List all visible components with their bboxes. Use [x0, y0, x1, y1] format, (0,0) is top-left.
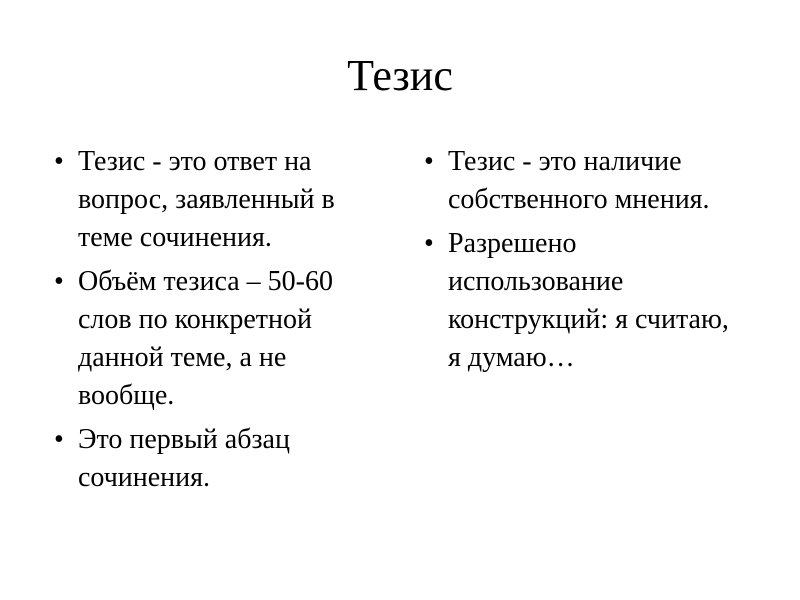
list-item: [48, 143, 378, 257]
list-item: [418, 225, 748, 377]
list-item-text: Разрешено использование конструкций: я считаю, я думаю…: [448, 228, 729, 373]
slide-title: Тезис: [347, 51, 453, 100]
bullet-icon: •: [54, 266, 64, 297]
right-bullet-list: [418, 143, 748, 377]
right-column: [418, 143, 748, 383]
list-item: [418, 143, 748, 219]
list-item-text: Объём тезиса – 50-60 слов по конкретной данной теме, а не вообще.: [78, 266, 333, 411]
list-item: [48, 263, 378, 415]
list-item-text: Тезис - это наличие собственного мнения.: [448, 146, 710, 215]
bullet-icon: •: [54, 424, 64, 455]
bullet-icon: •: [424, 146, 434, 177]
list-item-text: Это первый абзац сочинения.: [78, 424, 290, 493]
bullet-icon: •: [54, 146, 64, 177]
list-item-text: Тезис - это ответ на вопрос, заявленный в теме сочинения.: [78, 146, 335, 253]
list-item: [48, 421, 378, 497]
left-bullet-list: [48, 143, 378, 497]
bullet-icon: •: [424, 228, 434, 259]
left-column: [48, 143, 378, 503]
